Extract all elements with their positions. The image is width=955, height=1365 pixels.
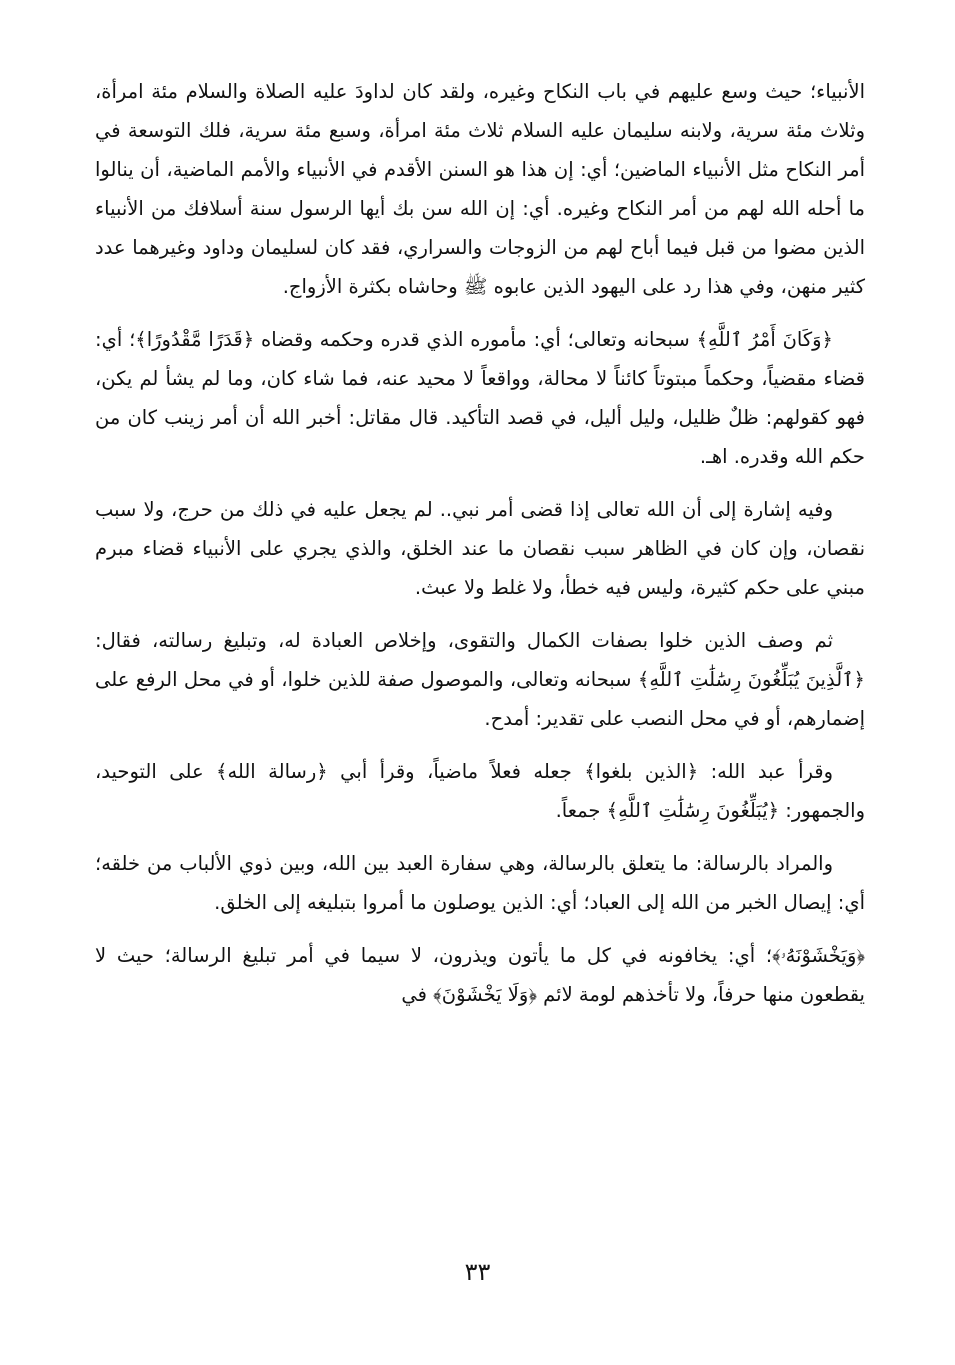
paragraph-2: ﴿وَكَانَ أَمْرُ ٱللَّهِ﴾ سبحانه وتعالى؛ أي: مأموره الذي قدره وحكمه وقضاه ﴿قَدَرًا مَّقْدُورًا﴾؛ أي: قضاء مقضياً، وحكماً مبتوتاً كائناً لا محالة، وواقعاً لا محيد عنه، فما شاء كان، وما لم يشأ لم يكن، فهو كقولهم: ظلٌ ظليل، وليل أليل، في قصد التأكيد. قال مقاتل: أخبر الله أن أمر زينب كان من حكم الله وقدره. اهـ.: [95, 328, 865, 468]
page-body: [95, 72, 865, 1252]
paragraph-1: الأنبياء؛ حيث وسع عليهم في باب النكاح وغيره، ولقد كان لداودَ عليه الصلاة والسلام مئة امرأة، وثلاث مئة سرية، ولابنه سليمان عليه السلام ثلاث مئة امرأة، وسبع مئة سرية، فلك التوسعة في أمر النكاح مثل الأنبياء الماضين؛ أي: إن هذا هو السنن الأقدم في الأنبياء والأمم الماضية، أن ينالوا ما أحله الله لهم من أمر النكاح وغيره. أي: إن الله سن بك أيها الرسول سنة أسلافك من الأنبياء الذين مضوا من قبل فيما أباح لهم من الزوجات والسراري، فقد كان لسليمان وداود وغيرهما عدد كثير منهن، وفي هذا رد على اليهود الذين عابوه ﷺ وحاشاه بكثرة الأزواج.: [95, 80, 865, 298]
paragraph-3: وفيه إشارة إلى أن الله تعالى إذا قضى أمر نبي.. لم يجعل عليه في ذلك من حرج، ولا سبب نقصان، وإن كان في الظاهر سبب نقصان ما عند الخلق، والذي يجري على الأنبياء قضاء مبرم مبني على حكم كثيرة، وليس فيه خطأ، ولا غلط ولا عبث.: [95, 498, 865, 599]
page-number: ٣٣: [464, 1258, 491, 1286]
paragraph-7: ﴿وَيَخْشَوْنَهُۥ﴾؛ أي: يخافونه في كل ما يأتون ويذرون، لا سيما في أمر تبليغ الرسالة؛ حيث لا يقطعون منها حرفاً، ولا تأخذهم لومة لائم ﴿وَلَا يَخْشَوْنَ﴾ في: [95, 944, 865, 1006]
paragraph-4: ثم وصف الذين خلوا بصفات الكمال والتقوى، وإخلاص العبادة له، وتبليغ رسالته، فقال: ﴿ٱلَّذِينَ يُبَلِّغُونَ رِسَٰلَٰتِ ٱللَّهِ﴾ سبحانه وتعالى، والموصول صفة للذين خلوا، أو في محل الرفع على إضمارهم، أو في محل النصب على تقدير: أمدح.: [95, 629, 865, 730]
paragraph-5: وقرأ عبد الله: ﴿الذين بلغوا﴾ جعله فعلاً ماضياً، وقرأ أبي ﴿رسالة الله﴾ على التوحيد، والجمهور: ﴿يُبَلِّغُونَ رِسَٰلَٰتِ ٱللَّهِ﴾ جمعاً.: [95, 760, 865, 822]
paragraph-6: والمراد بالرسالة: ما يتعلق بالرسالة، وهي سفارة العبد بين الله، وبين ذوي الألباب من خلقه؛ أي: إيصال الخبر من الله إلى العباد؛ أي: الذين يوصلون ما أمروا بتبليغه إلى الخلق.: [95, 852, 865, 914]
